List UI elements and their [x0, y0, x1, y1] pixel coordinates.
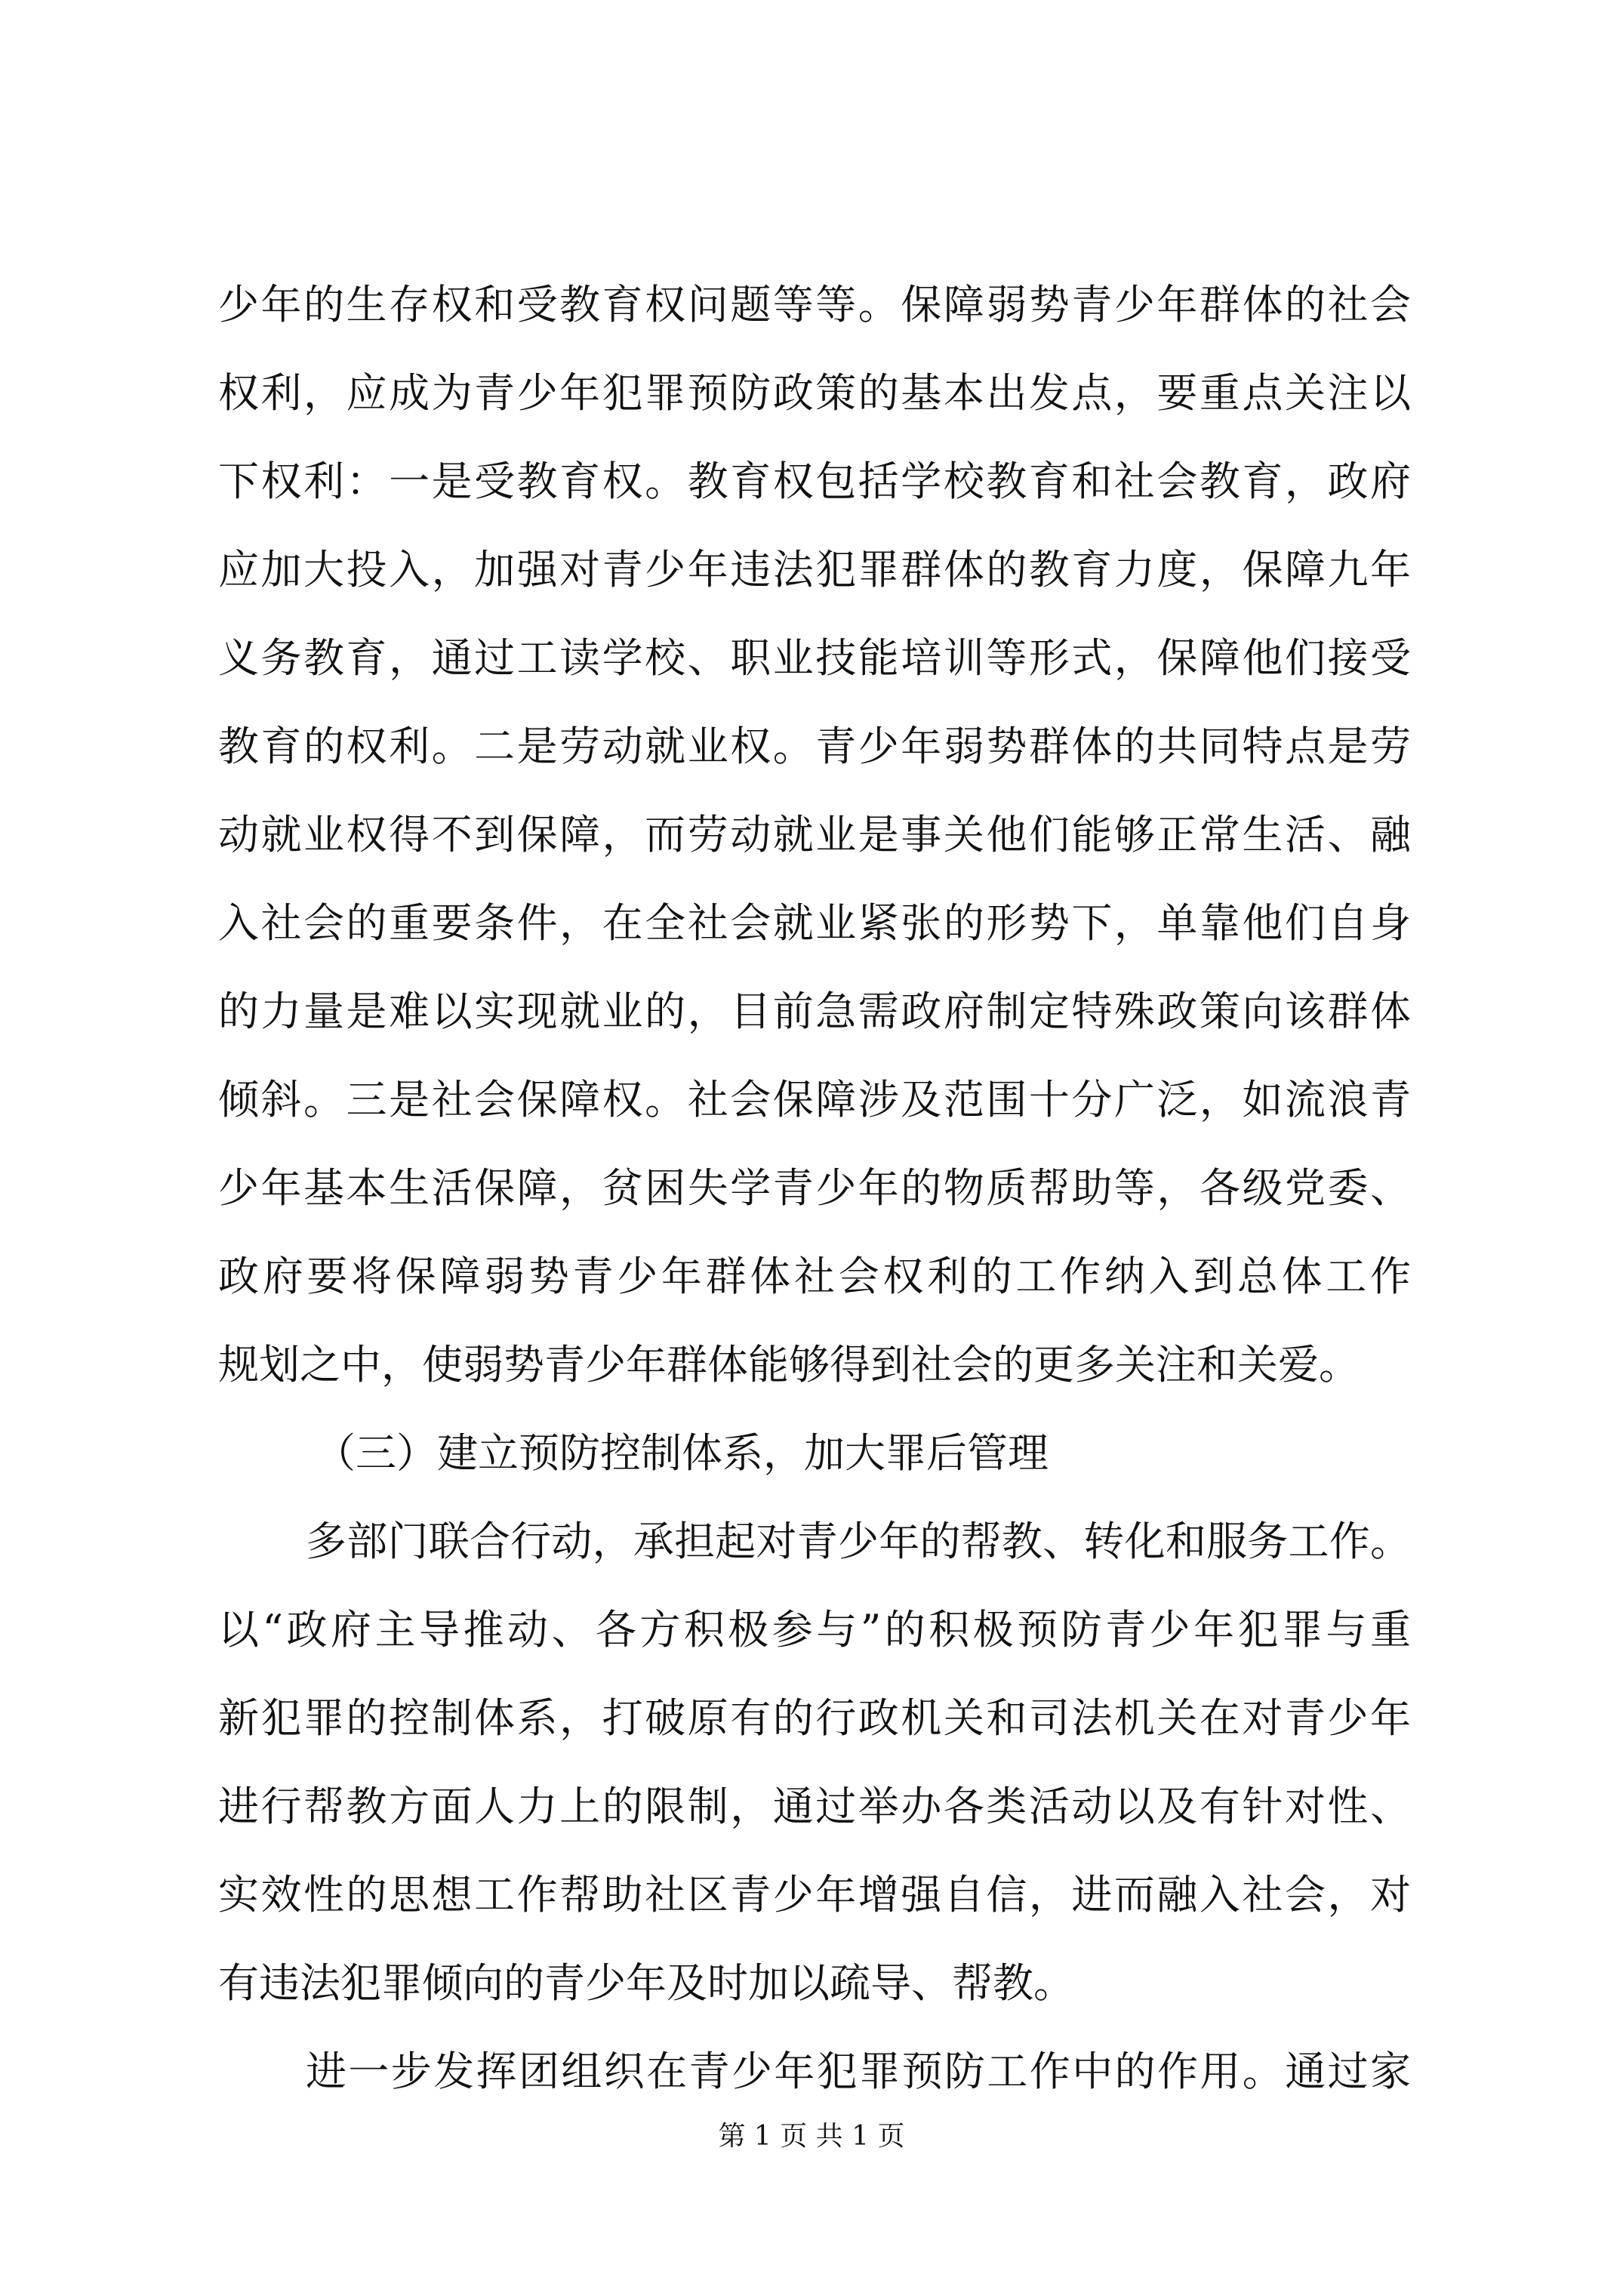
text-line: 的力量是难以实现就业的，目前急需政府制定特殊政策向该群体	[218, 988, 1411, 1035]
paragraph-first-line: 进一步发挥团组织在青少年犯罪预防工作中的作用。通过家	[306, 2048, 1411, 2095]
text-line: 规划之中，使弱势青少年群体能够得到社会的更多关注和关爱。	[218, 1341, 1360, 1388]
text-line: 动就业权得不到保障，而劳动就业是事关他们能够正常生活、融	[218, 811, 1411, 858]
text-line: 入社会的重要条件，在全社会就业紧张的形势下，单靠他们自身	[218, 899, 1411, 947]
text-line: 下权利：一是受教育权。教育权包括学校教育和社会教育，政府	[218, 458, 1411, 505]
text-line: 有违法犯罪倾向的青少年及时加以疏导、帮教。	[218, 1959, 1074, 2007]
text-line: 政府要将保障弱势青少年群体社会权利的工作纳入到总体工作	[218, 1253, 1411, 1300]
text-line: 义务教育，通过工读学校、职业技能培训等形式，保障他们接受	[218, 634, 1411, 682]
section-heading: （三）建立预防控制体系，加大罪后管理	[315, 1429, 1049, 1477]
text-line: 应加大投入，加强对青少年违法犯罪群体的教育力度，保障九年	[218, 546, 1411, 593]
text-line: 新犯罪的控制体系，打破原有的行政机关和司法机关在对青少年	[218, 1694, 1411, 1742]
document-body	[218, 260, 1411, 2116]
text-line: 权利，应成为青少年犯罪预防政策的基本出发点，要重点关注以	[218, 369, 1411, 417]
page-number-footer: 第 1 页 共 1 页	[718, 2121, 905, 2152]
paragraph-first-line: 多部门联合行动，承担起对青少年的帮教、转化和服务工作。	[306, 1518, 1411, 1565]
text-line: 少年基本生活保障，贫困失学青少年的物质帮助等，各级党委、	[218, 1164, 1411, 1212]
text-line: 实效性的思想工作帮助社区青少年增强自信，进而融入社会，对	[218, 1871, 1411, 1918]
text-line: 倾斜。三是社会保障权。社会保障涉及范围十分广泛，如流浪青	[218, 1076, 1411, 1123]
text-line: 教育的权利。二是劳动就业权。青少年弱势群体的共同特点是劳	[218, 723, 1411, 770]
text-line: 以“政府主导推动、各方积极参与”的积极预防青少年犯罪与重	[218, 1606, 1411, 1653]
text-line: 少年的生存权和受教育权问题等等。保障弱势青少年群体的社会	[218, 281, 1411, 328]
text-line: 进行帮教方面人力上的限制，通过举办各类活动以及有针对性、	[218, 1783, 1411, 1830]
